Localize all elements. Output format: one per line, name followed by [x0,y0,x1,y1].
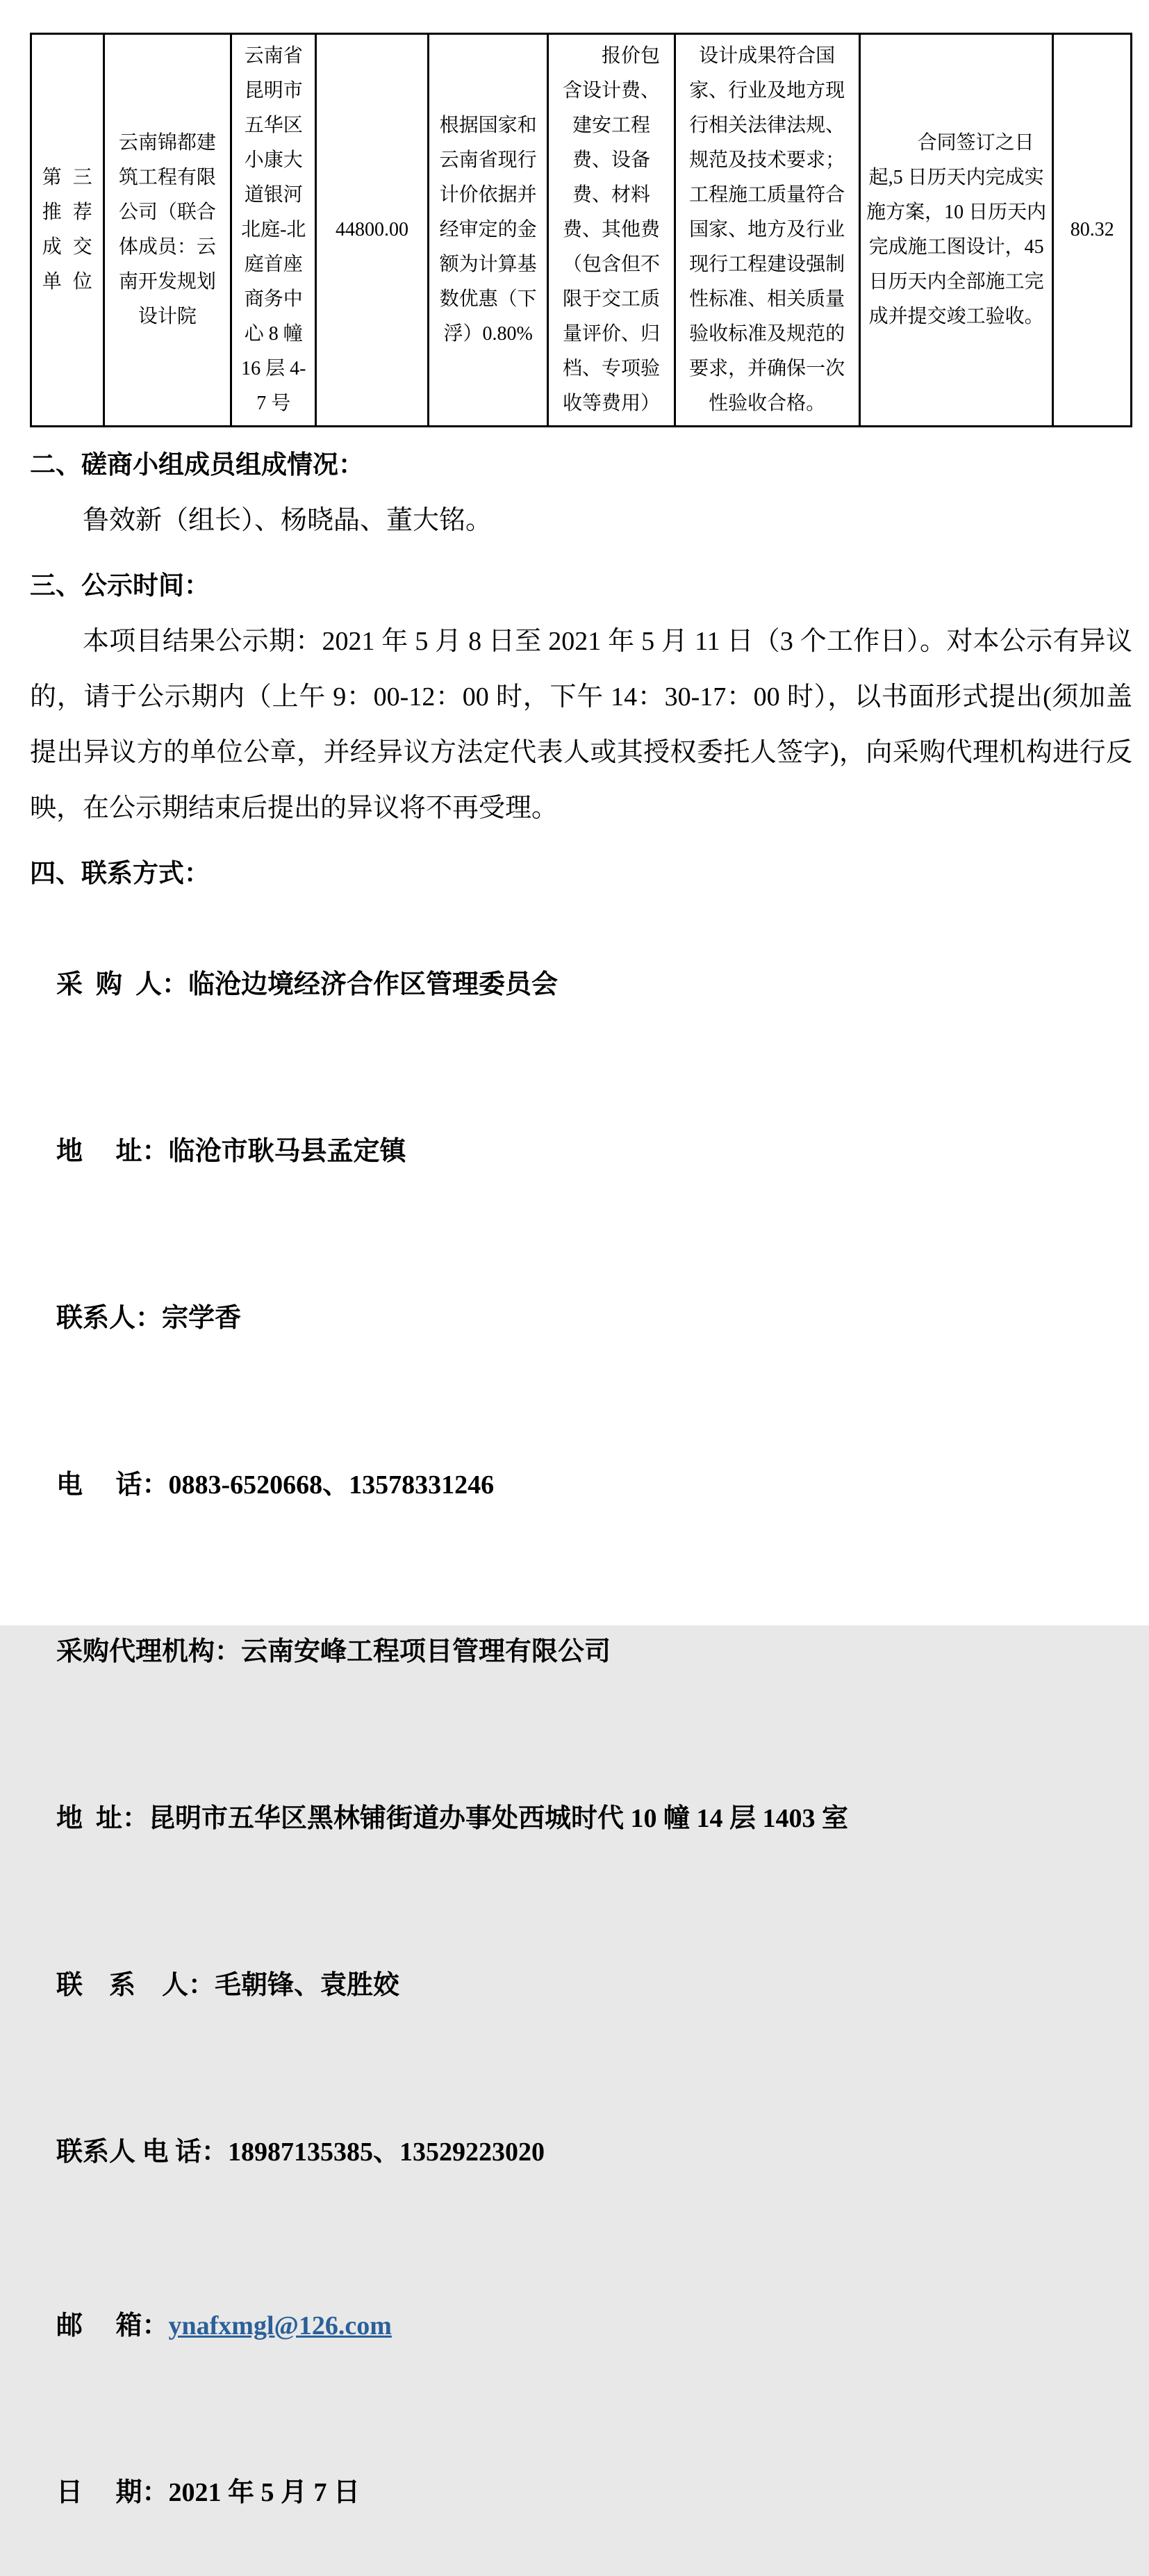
section-heading-contact: 四、联系方式： [30,859,210,887]
contact-label: 联系人 电 话： [56,2138,229,2167]
contact-line-agency [30,1568,1132,1735]
contact-label: 邮 箱： [56,2311,169,2340]
contact-value: 云南安峰工程项目管理有限公司 [241,1637,611,1666]
contact-label: 联系人： [56,1304,163,1333]
contact-value: 2021 年 5 月 7 日 [168,2478,361,2507]
cell-supplier-address: 云南省昆明市五华区小康大道银河北庭-北庭首座商务中心 8 幢 16 层 4-7 号 [231,34,316,427]
contact-line-buyer [30,901,1132,1068]
contact-line-agency-person [30,1902,1132,2069]
cell-score: 80.32 [1053,34,1132,427]
email-link[interactable]: ynafxmgl@126.com [168,2311,392,2340]
section-heading-publicity: 三、公示时间： [30,571,210,600]
contact-label: 采 购 人： [56,970,189,999]
contact-value: 宗学香 [162,1304,242,1333]
table-row [31,34,1132,427]
cell-quality-requirement: 设计成果符合国家、行业及地方现行相关法律法规、规范及技术要求；工程施工质量符合国家、地方及行业现行工程建设强制性标准、相关质量验收标准及规范的要求，并确保一次性验收合格。 [675,34,859,427]
cell-pricing-basis: 根据国家和云南省现行计价依据并经审定的金额为计算基数优惠（下浮）0.80% [428,34,548,427]
contact-line-buyer-person [30,1235,1132,1402]
cell-quote-scope: 报价包含设计费、建安工程费、设备费、材料费、其他费（包含但不限于交工质量评价、归档、专项验收等费用） [548,34,675,427]
cell-rank-label [31,34,104,427]
committee-members-text: 鲁效新（组长）、杨晓晶、董大铭。 [83,506,493,535]
contact-line-agency-address [30,1735,1132,1902]
contact-label: 联 系 人： [56,1971,215,2000]
contact-line-buyer-address [30,1068,1132,1235]
contact-line-email [30,2242,1132,2409]
cell-bid-price: 44800.00 [316,34,429,427]
publicity-period-paragraph: 本项目结果公示期：2021 年 5 月 8 日至 2021 年 5 月 11 日（3 个工作日）。对本公示有异议的，请于公示期内（上午 9：00-12：00 时，下午 14：30-17：00 时），以书面形式提出(须加盖提出异议方的单位公章，并经异议方法定代表人或其授权委托人签字)，向采购代理机构进行反映，在公示期结束后提出的异议将不再受理。 [30,627,1132,823]
contact-line-agency-phone [30,2069,1132,2235]
contact-value: 昆明市五华区黑林铺街道办事处西城时代 10 幢 14 层 1403 室 [149,1804,849,1833]
contact-value: 毛朝锋、袁胜姣 [215,1971,400,2000]
contact-value: 临沧市耿马县孟定镇 [168,1137,406,1166]
award-result-table [30,33,1132,427]
contact-value: 18987135385、13529223020 [228,2138,545,2167]
contact-label: 地 址： [56,1137,169,1166]
cell-supplier-name: 云南锦都建筑工程有限公司（联合体成员：云南开发规划设计院 [104,34,231,427]
contact-label: 地 址： [56,1804,149,1833]
contact-value: 临沧边境经济合作区管理委员会 [188,970,559,999]
contact-label: 日 期： [56,2478,169,2507]
section-heading-committee: 二、磋商小组成员组成情况： [30,450,364,479]
contact-line-buyer-phone [30,1402,1132,1568]
contact-label: 采购代理机构： [56,1637,242,1666]
contact-label: 电 话： [56,1470,169,1500]
rank-text: 第三推荐成交单位 [42,167,92,293]
contact-value: 0883-6520668、13578331246 [168,1470,495,1500]
contact-line-date [30,2409,1132,2576]
cell-schedule: 合同签订之日起,5 日历天内完成实施方案，10 日历天内完成施工图设计，45 日历天内全部施工完成并提交竣工验收。 [859,34,1053,427]
